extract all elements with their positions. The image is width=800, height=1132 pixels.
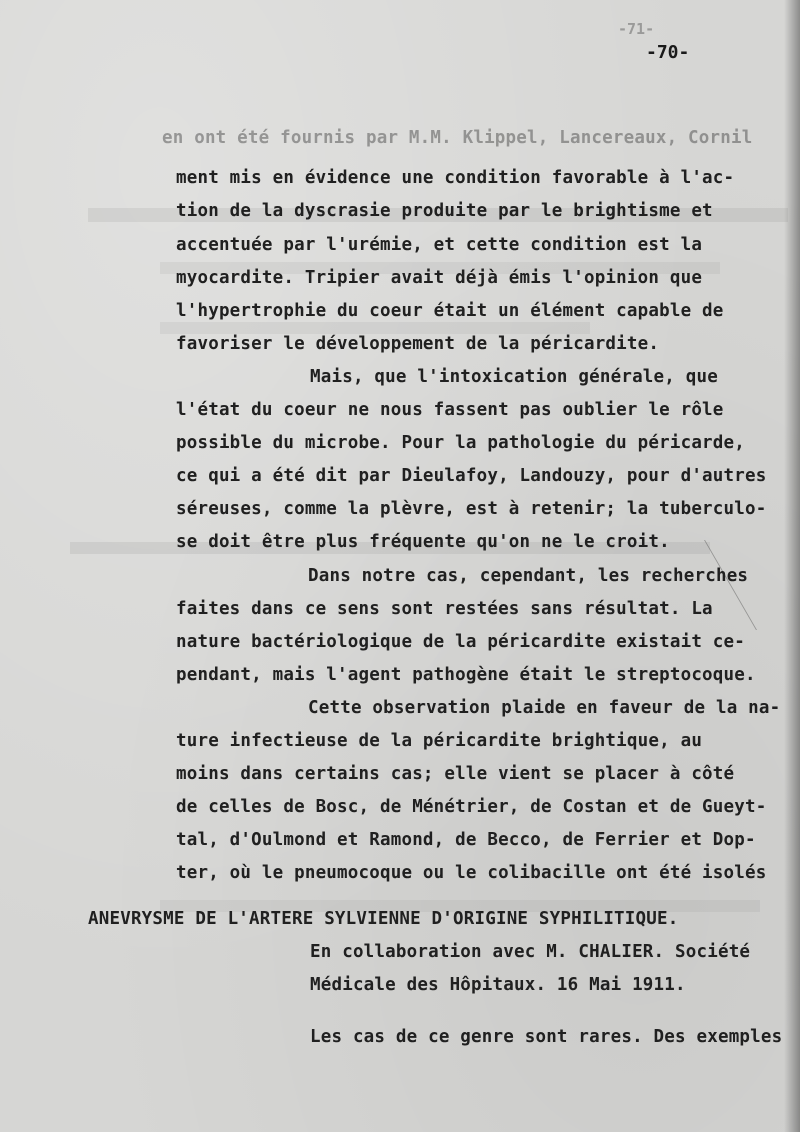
text-line: Les cas de ce genre sont rares. Des exemples bbox=[310, 1027, 783, 1047]
text-line: possible du microbe. Pour la pathologie du péricarde, bbox=[176, 433, 746, 453]
text-line: ment mis en évidence une condition favorable à l'ac- bbox=[176, 168, 735, 188]
text-line: moins dans certains cas; elle vient se placer à côté bbox=[176, 764, 735, 784]
text-line: Dans notre cas, cependant, les recherches bbox=[308, 566, 749, 586]
text-line: myocardite. Tripier avait déjà émis l'opinion que bbox=[176, 268, 703, 288]
text-line: Mais, que l'intoxication générale, que bbox=[310, 367, 718, 387]
text-line: l'état du coeur ne nous fassent pas oublier le rôle bbox=[176, 400, 724, 420]
text-line: ter, où le pneumocoque ou le colibacille ont été isolés bbox=[176, 863, 767, 883]
section-subtitle: En collaboration avec M. CHALIER. Société bbox=[310, 942, 751, 962]
text-line: se doit être plus fréquente qu'on ne le croit. bbox=[176, 532, 670, 552]
text-line: accentuée par l'urémie, et cette condition est la bbox=[176, 235, 703, 255]
text-line: pendant, mais l'agent pathogène était le streptocoque. bbox=[176, 665, 756, 685]
text-line: de celles de Bosc, de Ménétrier, de Costan et de Gueyt- bbox=[176, 797, 767, 817]
text-line: nature bactériologique de la péricardite existait ce- bbox=[176, 632, 746, 652]
text-line: ce qui a été dit par Dieulafoy, Landouzy, pour d'autres bbox=[176, 466, 767, 486]
text-line: en ont été fournis par M.M. Klippel, Lancereaux, Cornil bbox=[162, 128, 753, 148]
page-number: -70- bbox=[646, 42, 690, 63]
text-line: faites dans ce sens sont restées sans résultat. La bbox=[176, 599, 713, 619]
text-line: l'hypertrophie du coeur était un élément capable de bbox=[176, 301, 724, 321]
text-line: Cette observation plaide en faveur de la na- bbox=[308, 698, 781, 718]
bleed-through-mark bbox=[160, 322, 590, 334]
section-subtitle: Médicale des Hôpitaux. 16 Mai 1911. bbox=[310, 975, 686, 995]
text-line: ture infectieuse de la péricardite brightique, au bbox=[176, 731, 703, 751]
old-page-number: -71- bbox=[618, 20, 655, 38]
text-line: tion de la dyscrasie produite par le brightisme et bbox=[176, 201, 713, 221]
text-line: tal, d'Oulmond et Ramond, de Becco, de Ferrier et Dop- bbox=[176, 830, 756, 850]
section-title: ANEVRYSME DE L'ARTERE SYLVIENNE D'ORIGINE SYPHILITIQUE. bbox=[88, 909, 679, 929]
text-line: séreuses, comme la plèvre, est à retenir; la tuberculo- bbox=[176, 499, 767, 519]
text-line: favoriser le développement de la péricardite. bbox=[176, 334, 660, 354]
